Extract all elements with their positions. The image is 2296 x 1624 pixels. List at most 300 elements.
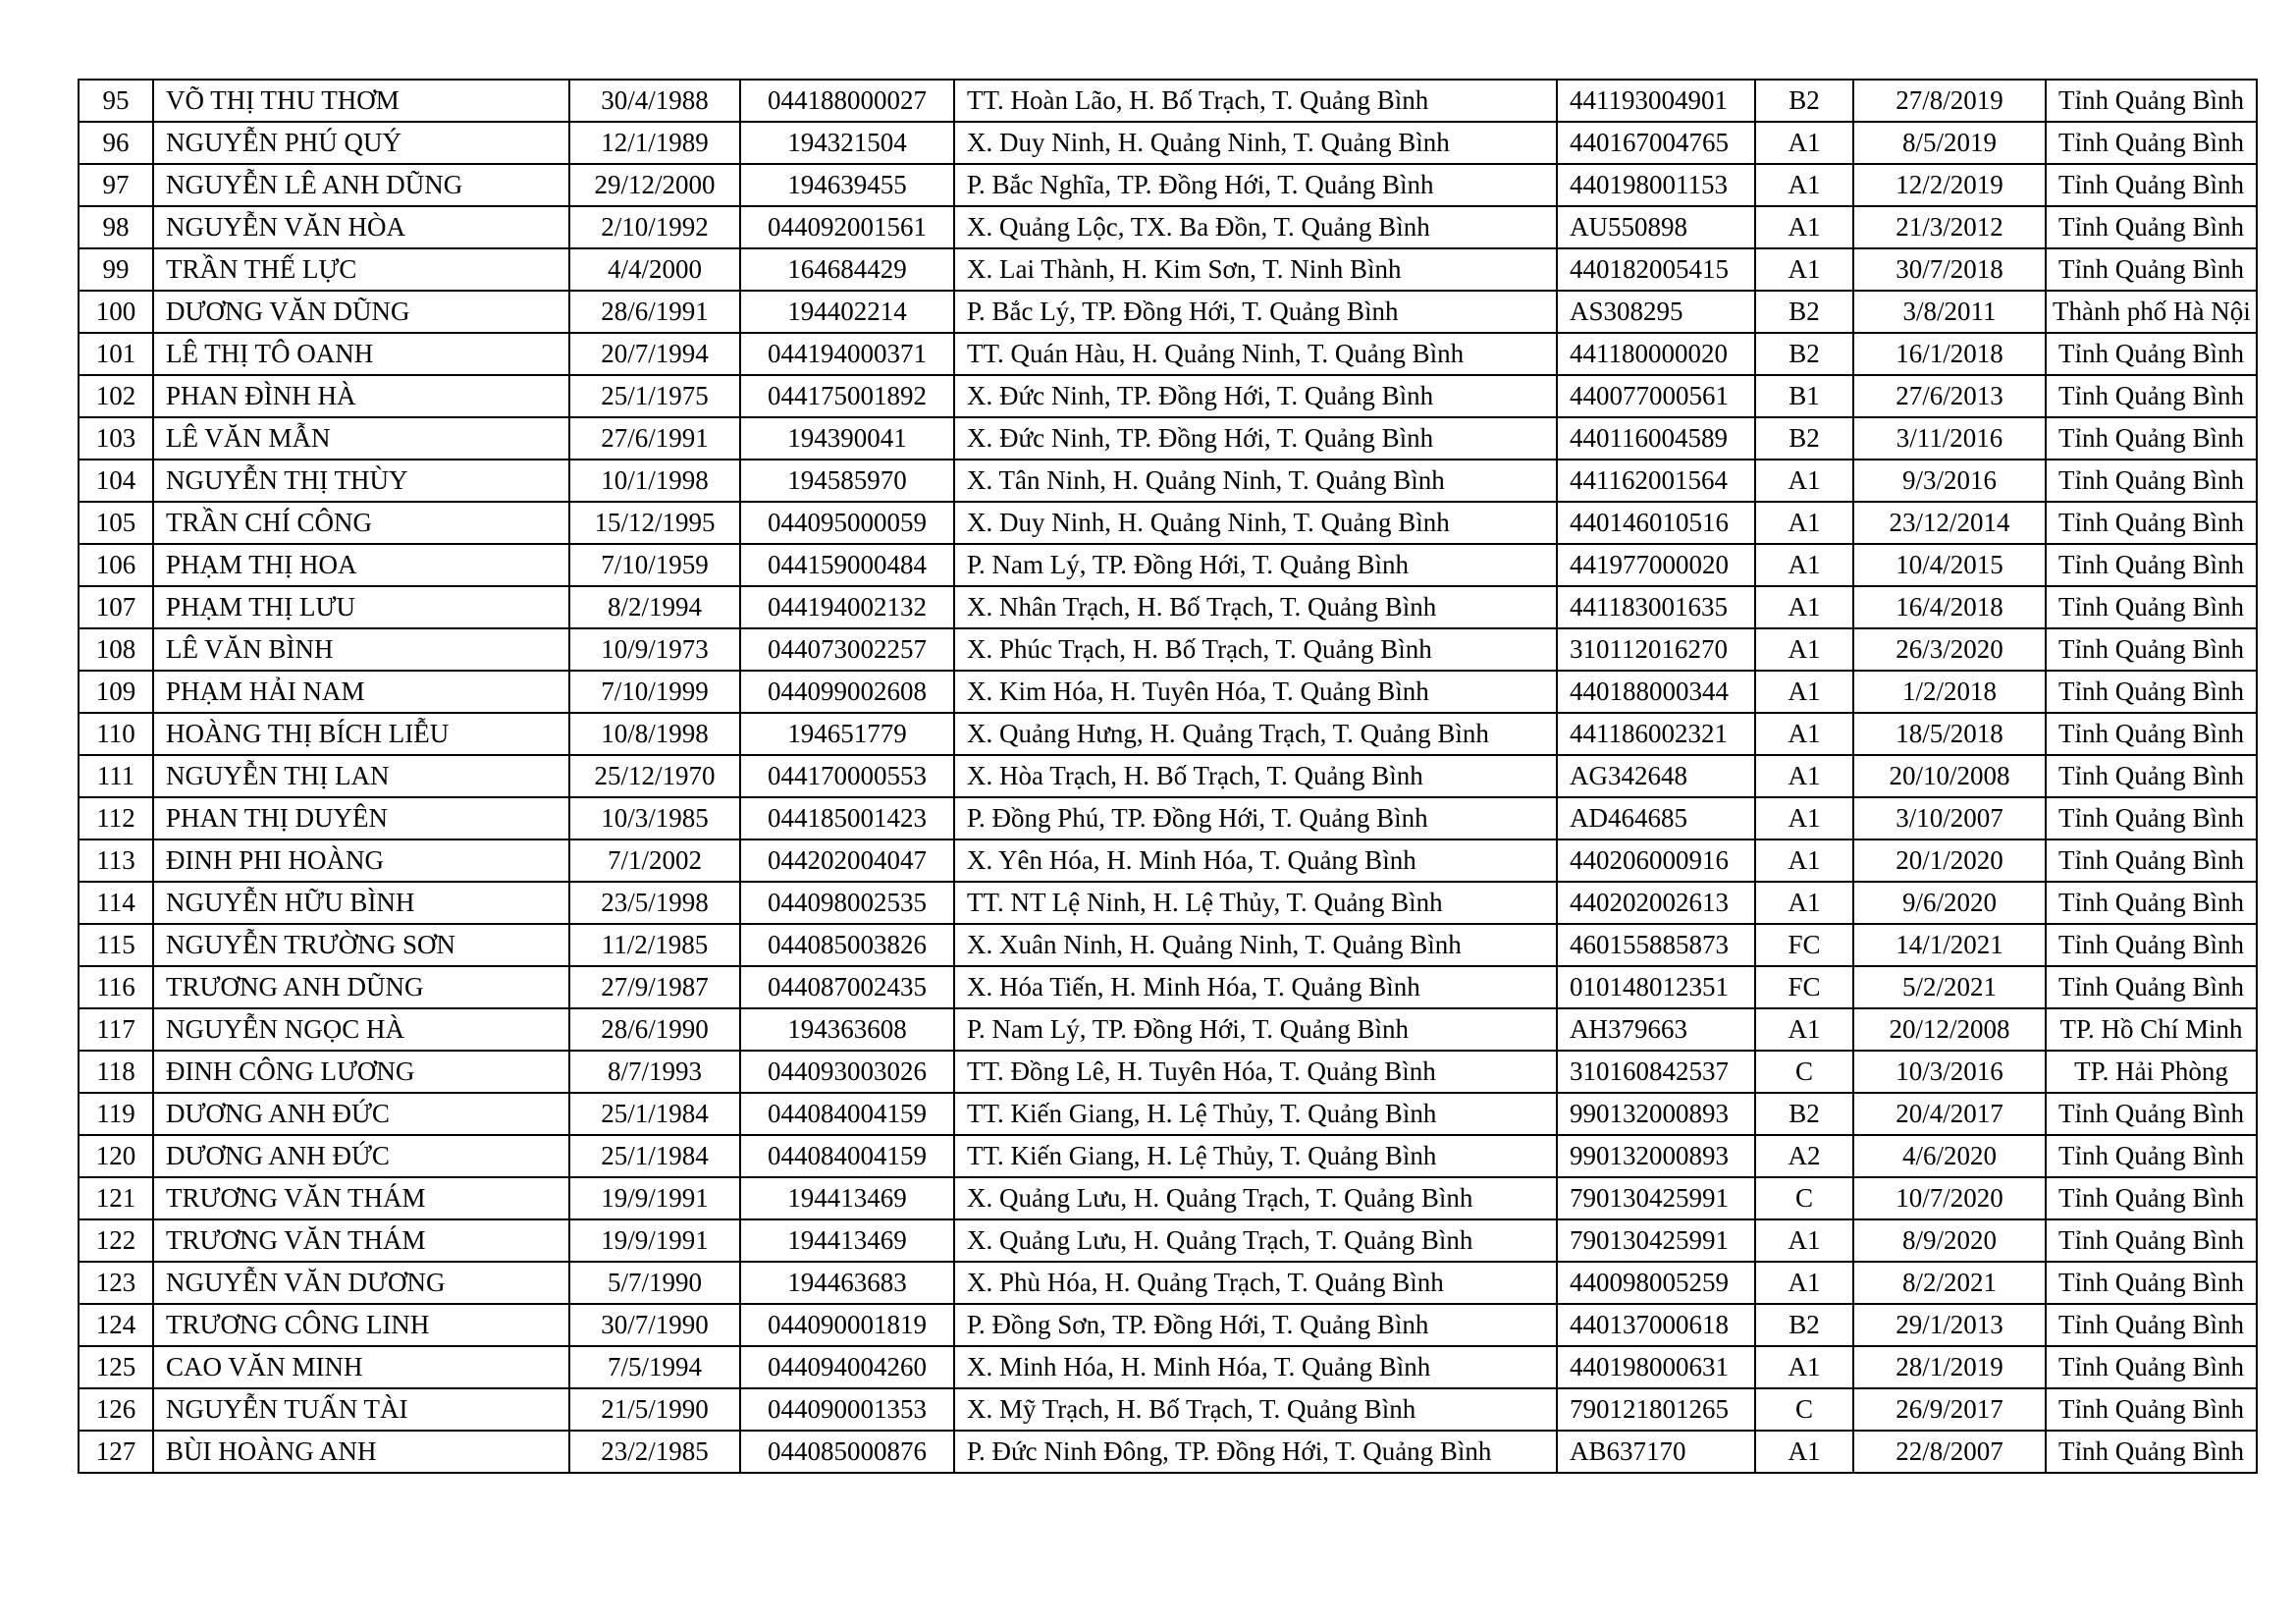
cell-issue-date: 1/2/2018 bbox=[1853, 671, 2046, 713]
cell-full-name: LÊ VĂN BÌNH bbox=[153, 628, 569, 671]
cell-id-number: 044085000876 bbox=[740, 1431, 954, 1473]
cell-id-number: 044093003026 bbox=[740, 1051, 954, 1093]
cell-birth-date: 27/6/1991 bbox=[569, 417, 740, 460]
cell-row-number: 120 bbox=[79, 1135, 153, 1177]
cell-full-name: DƯƠNG ANH ĐỨC bbox=[153, 1135, 569, 1177]
cell-row-number: 127 bbox=[79, 1431, 153, 1473]
cell-issue-date: 16/4/2018 bbox=[1853, 586, 2046, 628]
cell-id-number: 044098002535 bbox=[740, 882, 954, 924]
cell-row-number: 98 bbox=[79, 206, 153, 248]
cell-full-name: NGUYỄN VĂN DƯƠNG bbox=[153, 1262, 569, 1304]
cell-license-class: B2 bbox=[1755, 1304, 1853, 1346]
cell-license-number: 010148012351 bbox=[1557, 966, 1755, 1008]
cell-issuing-place: Tỉnh Quảng Bình bbox=[2046, 797, 2257, 839]
cell-id-number: 044099002608 bbox=[740, 671, 954, 713]
cell-issuing-place: Tỉnh Quảng Bình bbox=[2046, 628, 2257, 671]
cell-license-class: C bbox=[1755, 1177, 1853, 1219]
cell-full-name: PHẠM HẢI NAM bbox=[153, 671, 569, 713]
table-row bbox=[79, 122, 2257, 164]
cell-full-name: NGUYỄN TUẤN TÀI bbox=[153, 1388, 569, 1431]
cell-license-class: A1 bbox=[1755, 839, 1853, 882]
cell-issuing-place: Thành phố Hà Nội bbox=[2046, 291, 2257, 333]
cell-license-class: A1 bbox=[1755, 122, 1853, 164]
cell-id-number: 044194000371 bbox=[740, 333, 954, 375]
cell-address: P. Nam Lý, TP. Đồng Hới, T. Quảng Bình bbox=[954, 1008, 1557, 1051]
table-row bbox=[79, 1219, 2257, 1262]
cell-full-name: TRƯƠNG ANH DŨNG bbox=[153, 966, 569, 1008]
cell-issue-date: 14/1/2021 bbox=[1853, 924, 2046, 966]
cell-address: X. Hóa Tiến, H. Minh Hóa, T. Quảng Bình bbox=[954, 966, 1557, 1008]
cell-birth-date: 12/1/1989 bbox=[569, 122, 740, 164]
cell-license-number: 440188000344 bbox=[1557, 671, 1755, 713]
cell-full-name: LÊ THỊ TÔ OANH bbox=[153, 333, 569, 375]
table-row bbox=[79, 375, 2257, 417]
cell-birth-date: 19/9/1991 bbox=[569, 1219, 740, 1262]
cell-address: X. Tân Ninh, H. Quảng Ninh, T. Quảng Bình bbox=[954, 460, 1557, 502]
cell-license-class: A1 bbox=[1755, 502, 1853, 544]
cell-full-name: PHẠM THỊ HOA bbox=[153, 544, 569, 586]
cell-row-number: 112 bbox=[79, 797, 153, 839]
cell-issue-date: 20/4/2017 bbox=[1853, 1093, 2046, 1135]
cell-address: TT. Kiến Giang, H. Lệ Thủy, T. Quảng Bình bbox=[954, 1093, 1557, 1135]
cell-issue-date: 8/2/2021 bbox=[1853, 1262, 2046, 1304]
cell-issue-date: 3/8/2011 bbox=[1853, 291, 2046, 333]
license-table-body bbox=[79, 80, 2257, 1473]
cell-full-name: NGUYỄN LÊ ANH DŨNG bbox=[153, 164, 569, 206]
cell-id-number: 194390041 bbox=[740, 417, 954, 460]
cell-license-number: 440202002613 bbox=[1557, 882, 1755, 924]
cell-issuing-place: Tỉnh Quảng Bình bbox=[2046, 1431, 2257, 1473]
cell-license-class: FC bbox=[1755, 966, 1853, 1008]
cell-birth-date: 19/9/1991 bbox=[569, 1177, 740, 1219]
cell-license-class: A2 bbox=[1755, 1135, 1853, 1177]
cell-license-class: A1 bbox=[1755, 544, 1853, 586]
cell-row-number: 100 bbox=[79, 291, 153, 333]
cell-row-number: 123 bbox=[79, 1262, 153, 1304]
cell-full-name: TRƯƠNG VĂN THÁM bbox=[153, 1219, 569, 1262]
table-row bbox=[79, 1346, 2257, 1388]
cell-id-number: 044094004260 bbox=[740, 1346, 954, 1388]
cell-id-number: 044175001892 bbox=[740, 375, 954, 417]
cell-license-number: 441193004901 bbox=[1557, 80, 1755, 122]
cell-id-number: 194413469 bbox=[740, 1219, 954, 1262]
cell-full-name: HOÀNG THỊ BÍCH LIỄU bbox=[153, 713, 569, 755]
cell-full-name: LÊ VĂN MẪN bbox=[153, 417, 569, 460]
table-row bbox=[79, 966, 2257, 1008]
table-row bbox=[79, 460, 2257, 502]
table-row bbox=[79, 839, 2257, 882]
cell-id-number: 044090001353 bbox=[740, 1388, 954, 1431]
table-row bbox=[79, 713, 2257, 755]
cell-address: X. Quảng Lộc, TX. Ba Đồn, T. Quảng Bình bbox=[954, 206, 1557, 248]
cell-issuing-place: TP. Hồ Chí Minh bbox=[2046, 1008, 2257, 1051]
cell-issuing-place: Tỉnh Quảng Bình bbox=[2046, 839, 2257, 882]
table-row bbox=[79, 417, 2257, 460]
table-row bbox=[79, 544, 2257, 586]
cell-license-class: A1 bbox=[1755, 586, 1853, 628]
cell-issue-date: 5/2/2021 bbox=[1853, 966, 2046, 1008]
cell-address: TT. Đồng Lê, H. Tuyên Hóa, T. Quảng Bình bbox=[954, 1051, 1557, 1093]
cell-license-number: AU550898 bbox=[1557, 206, 1755, 248]
cell-issuing-place: Tỉnh Quảng Bình bbox=[2046, 924, 2257, 966]
cell-full-name: NGUYỄN VĂN HÒA bbox=[153, 206, 569, 248]
cell-birth-date: 7/10/1999 bbox=[569, 671, 740, 713]
cell-row-number: 113 bbox=[79, 839, 153, 882]
cell-row-number: 122 bbox=[79, 1219, 153, 1262]
table-row bbox=[79, 1135, 2257, 1177]
cell-row-number: 110 bbox=[79, 713, 153, 755]
cell-id-number: 044095000059 bbox=[740, 502, 954, 544]
cell-full-name: NGUYỄN THỊ LAN bbox=[153, 755, 569, 797]
cell-id-number: 044194002132 bbox=[740, 586, 954, 628]
cell-issue-date: 4/6/2020 bbox=[1853, 1135, 2046, 1177]
cell-id-number: 044159000484 bbox=[740, 544, 954, 586]
cell-id-number: 044185001423 bbox=[740, 797, 954, 839]
cell-address: TT. Quán Hàu, H. Quảng Ninh, T. Quảng Bình bbox=[954, 333, 1557, 375]
cell-address: X. Duy Ninh, H. Quảng Ninh, T. Quảng Bình bbox=[954, 122, 1557, 164]
cell-address: X. Minh Hóa, H. Minh Hóa, T. Quảng Bình bbox=[954, 1346, 1557, 1388]
cell-address: P. Bắc Nghĩa, TP. Đồng Hới, T. Quảng Bình bbox=[954, 164, 1557, 206]
cell-birth-date: 28/6/1990 bbox=[569, 1008, 740, 1051]
cell-id-number: 194639455 bbox=[740, 164, 954, 206]
cell-address: X. Yên Hóa, H. Minh Hóa, T. Quảng Bình bbox=[954, 839, 1557, 882]
cell-birth-date: 7/5/1994 bbox=[569, 1346, 740, 1388]
cell-row-number: 114 bbox=[79, 882, 153, 924]
cell-license-class: A1 bbox=[1755, 164, 1853, 206]
cell-full-name: NGUYỄN TRƯỜNG SƠN bbox=[153, 924, 569, 966]
cell-issuing-place: Tỉnh Quảng Bình bbox=[2046, 333, 2257, 375]
cell-issue-date: 10/7/2020 bbox=[1853, 1177, 2046, 1219]
cell-address: X. Quảng Lưu, H. Quảng Trạch, T. Quảng Bình bbox=[954, 1219, 1557, 1262]
cell-address: TT. NT Lệ Ninh, H. Lệ Thủy, T. Quảng Bình bbox=[954, 882, 1557, 924]
cell-id-number: 044170000553 bbox=[740, 755, 954, 797]
cell-address: X. Lai Thành, H. Kim Sơn, T. Ninh Bình bbox=[954, 248, 1557, 291]
cell-issue-date: 16/1/2018 bbox=[1853, 333, 2046, 375]
cell-full-name: VÕ THỊ THU THƠM bbox=[153, 80, 569, 122]
table-row bbox=[79, 333, 2257, 375]
table-row bbox=[79, 882, 2257, 924]
cell-issue-date: 3/11/2016 bbox=[1853, 417, 2046, 460]
cell-row-number: 108 bbox=[79, 628, 153, 671]
cell-birth-date: 8/7/1993 bbox=[569, 1051, 740, 1093]
cell-issue-date: 9/6/2020 bbox=[1853, 882, 2046, 924]
cell-license-number: 790130425991 bbox=[1557, 1219, 1755, 1262]
cell-issue-date: 12/2/2019 bbox=[1853, 164, 2046, 206]
cell-issuing-place: Tỉnh Quảng Bình bbox=[2046, 122, 2257, 164]
cell-license-number: AG342648 bbox=[1557, 755, 1755, 797]
cell-address: TT. Kiến Giang, H. Lệ Thủy, T. Quảng Bình bbox=[954, 1135, 1557, 1177]
cell-address: P. Đức Ninh Đông, TP. Đồng Hới, T. Quảng Bình bbox=[954, 1431, 1557, 1473]
cell-issue-date: 29/1/2013 bbox=[1853, 1304, 2046, 1346]
cell-id-number: 044084004159 bbox=[740, 1093, 954, 1135]
cell-address: X. Mỹ Trạch, H. Bố Trạch, T. Quảng Bình bbox=[954, 1388, 1557, 1431]
cell-row-number: 97 bbox=[79, 164, 153, 206]
cell-issuing-place: Tỉnh Quảng Bình bbox=[2046, 1177, 2257, 1219]
cell-issuing-place: Tỉnh Quảng Bình bbox=[2046, 248, 2257, 291]
cell-full-name: TRẦN THẾ LỰC bbox=[153, 248, 569, 291]
cell-issuing-place: Tỉnh Quảng Bình bbox=[2046, 1135, 2257, 1177]
cell-row-number: 104 bbox=[79, 460, 153, 502]
cell-license-class: A1 bbox=[1755, 1262, 1853, 1304]
table-row bbox=[79, 80, 2257, 122]
cell-id-number: 194321504 bbox=[740, 122, 954, 164]
cell-address: X. Xuân Ninh, H. Quảng Ninh, T. Quảng Bình bbox=[954, 924, 1557, 966]
cell-row-number: 106 bbox=[79, 544, 153, 586]
cell-issuing-place: TP. Hải Phòng bbox=[2046, 1051, 2257, 1093]
cell-id-number: 194402214 bbox=[740, 291, 954, 333]
cell-license-class: C bbox=[1755, 1388, 1853, 1431]
cell-issue-date: 9/3/2016 bbox=[1853, 460, 2046, 502]
cell-id-number: 044092001561 bbox=[740, 206, 954, 248]
cell-issuing-place: Tỉnh Quảng Bình bbox=[2046, 1346, 2257, 1388]
cell-full-name: PHAN THỊ DUYÊN bbox=[153, 797, 569, 839]
table-row bbox=[79, 248, 2257, 291]
cell-birth-date: 30/4/1988 bbox=[569, 80, 740, 122]
cell-full-name: DƯƠNG ANH ĐỨC bbox=[153, 1093, 569, 1135]
cell-full-name: TRẦN CHÍ CÔNG bbox=[153, 502, 569, 544]
cell-issue-date: 26/9/2017 bbox=[1853, 1388, 2046, 1431]
cell-birth-date: 15/12/1995 bbox=[569, 502, 740, 544]
cell-full-name: ĐINH CÔNG LƯƠNG bbox=[153, 1051, 569, 1093]
cell-issue-date: 10/4/2015 bbox=[1853, 544, 2046, 586]
table-row bbox=[79, 755, 2257, 797]
cell-full-name: CAO VĂN MINH bbox=[153, 1346, 569, 1388]
cell-full-name: NGUYỄN HỮU BÌNH bbox=[153, 882, 569, 924]
cell-address: P. Đồng Phú, TP. Đồng Hới, T. Quảng Bình bbox=[954, 797, 1557, 839]
table-row bbox=[79, 1262, 2257, 1304]
cell-issuing-place: Tỉnh Quảng Bình bbox=[2046, 586, 2257, 628]
cell-license-class: B2 bbox=[1755, 291, 1853, 333]
cell-row-number: 103 bbox=[79, 417, 153, 460]
cell-full-name: NGUYỄN PHÚ QUÝ bbox=[153, 122, 569, 164]
cell-birth-date: 25/12/1970 bbox=[569, 755, 740, 797]
cell-birth-date: 28/6/1991 bbox=[569, 291, 740, 333]
cell-row-number: 109 bbox=[79, 671, 153, 713]
cell-license-class: A1 bbox=[1755, 628, 1853, 671]
cell-address: X. Quảng Hưng, H. Quảng Trạch, T. Quảng Bình bbox=[954, 713, 1557, 755]
cell-birth-date: 10/3/1985 bbox=[569, 797, 740, 839]
cell-license-number: 990132000893 bbox=[1557, 1135, 1755, 1177]
cell-issue-date: 3/10/2007 bbox=[1853, 797, 2046, 839]
table-row bbox=[79, 291, 2257, 333]
table-row bbox=[79, 1431, 2257, 1473]
cell-birth-date: 27/9/1987 bbox=[569, 966, 740, 1008]
table-row bbox=[79, 797, 2257, 839]
cell-license-number: 441162001564 bbox=[1557, 460, 1755, 502]
cell-row-number: 111 bbox=[79, 755, 153, 797]
cell-license-number: 990132000893 bbox=[1557, 1093, 1755, 1135]
cell-license-class: B1 bbox=[1755, 375, 1853, 417]
cell-license-number: 441977000020 bbox=[1557, 544, 1755, 586]
cell-license-class: A1 bbox=[1755, 1431, 1853, 1473]
cell-license-class: A1 bbox=[1755, 206, 1853, 248]
cell-issuing-place: Tỉnh Quảng Bình bbox=[2046, 460, 2257, 502]
cell-issue-date: 27/8/2019 bbox=[1853, 80, 2046, 122]
cell-birth-date: 2/10/1992 bbox=[569, 206, 740, 248]
cell-birth-date: 4/4/2000 bbox=[569, 248, 740, 291]
cell-issuing-place: Tỉnh Quảng Bình bbox=[2046, 671, 2257, 713]
cell-full-name: PHẠM THỊ LƯU bbox=[153, 586, 569, 628]
cell-row-number: 96 bbox=[79, 122, 153, 164]
cell-issue-date: 26/3/2020 bbox=[1853, 628, 2046, 671]
cell-row-number: 117 bbox=[79, 1008, 153, 1051]
cell-row-number: 99 bbox=[79, 248, 153, 291]
cell-address: X. Kim Hóa, H. Tuyên Hóa, T. Quảng Bình bbox=[954, 671, 1557, 713]
cell-issuing-place: Tỉnh Quảng Bình bbox=[2046, 1388, 2257, 1431]
cell-full-name: DƯƠNG VĂN DŨNG bbox=[153, 291, 569, 333]
cell-license-number: 441180000020 bbox=[1557, 333, 1755, 375]
cell-issuing-place: Tỉnh Quảng Bình bbox=[2046, 206, 2257, 248]
cell-issuing-place: Tỉnh Quảng Bình bbox=[2046, 375, 2257, 417]
table-row bbox=[79, 502, 2257, 544]
cell-issue-date: 10/3/2016 bbox=[1853, 1051, 2046, 1093]
cell-issue-date: 20/10/2008 bbox=[1853, 755, 2046, 797]
cell-license-class: A1 bbox=[1755, 1008, 1853, 1051]
cell-row-number: 118 bbox=[79, 1051, 153, 1093]
cell-row-number: 121 bbox=[79, 1177, 153, 1219]
cell-id-number: 044188000027 bbox=[740, 80, 954, 122]
cell-license-number: 441186002321 bbox=[1557, 713, 1755, 755]
cell-issuing-place: Tỉnh Quảng Bình bbox=[2046, 1304, 2257, 1346]
cell-id-number: 044085003826 bbox=[740, 924, 954, 966]
cell-license-number: 310160842537 bbox=[1557, 1051, 1755, 1093]
cell-license-number: 440137000618 bbox=[1557, 1304, 1755, 1346]
cell-issue-date: 28/1/2019 bbox=[1853, 1346, 2046, 1388]
cell-full-name: TRƯƠNG CÔNG LINH bbox=[153, 1304, 569, 1346]
cell-license-number: 440167004765 bbox=[1557, 122, 1755, 164]
cell-license-class: B2 bbox=[1755, 417, 1853, 460]
cell-row-number: 119 bbox=[79, 1093, 153, 1135]
cell-birth-date: 7/1/2002 bbox=[569, 839, 740, 882]
cell-id-number: 194463683 bbox=[740, 1262, 954, 1304]
cell-issuing-place: Tỉnh Quảng Bình bbox=[2046, 1093, 2257, 1135]
cell-row-number: 101 bbox=[79, 333, 153, 375]
cell-address: X. Phúc Trạch, H. Bố Trạch, T. Quảng Bình bbox=[954, 628, 1557, 671]
cell-row-number: 107 bbox=[79, 586, 153, 628]
cell-issuing-place: Tỉnh Quảng Bình bbox=[2046, 80, 2257, 122]
cell-issue-date: 20/1/2020 bbox=[1853, 839, 2046, 882]
cell-id-number: 194585970 bbox=[740, 460, 954, 502]
cell-birth-date: 10/1/1998 bbox=[569, 460, 740, 502]
table-row bbox=[79, 1388, 2257, 1431]
cell-birth-date: 8/2/1994 bbox=[569, 586, 740, 628]
cell-address: X. Nhân Trạch, H. Bố Trạch, T. Quảng Bình bbox=[954, 586, 1557, 628]
cell-issue-date: 18/5/2018 bbox=[1853, 713, 2046, 755]
cell-license-class: A1 bbox=[1755, 882, 1853, 924]
cell-issuing-place: Tỉnh Quảng Bình bbox=[2046, 966, 2257, 1008]
cell-license-class: A1 bbox=[1755, 713, 1853, 755]
cell-row-number: 125 bbox=[79, 1346, 153, 1388]
cell-birth-date: 21/5/1990 bbox=[569, 1388, 740, 1431]
cell-id-number: 194363608 bbox=[740, 1008, 954, 1051]
cell-license-number: AD464685 bbox=[1557, 797, 1755, 839]
cell-issue-date: 22/8/2007 bbox=[1853, 1431, 2046, 1473]
cell-address: P. Nam Lý, TP. Đồng Hới, T. Quảng Bình bbox=[954, 544, 1557, 586]
table-row bbox=[79, 586, 2257, 628]
cell-issuing-place: Tỉnh Quảng Bình bbox=[2046, 544, 2257, 586]
cell-issue-date: 8/5/2019 bbox=[1853, 122, 2046, 164]
cell-address: X. Quảng Lưu, H. Quảng Trạch, T. Quảng Bình bbox=[954, 1177, 1557, 1219]
cell-issuing-place: Tỉnh Quảng Bình bbox=[2046, 164, 2257, 206]
cell-id-number: 044073002257 bbox=[740, 628, 954, 671]
cell-row-number: 126 bbox=[79, 1388, 153, 1431]
cell-issue-date: 20/12/2008 bbox=[1853, 1008, 2046, 1051]
cell-address: TT. Hoàn Lão, H. Bố Trạch, T. Quảng Bình bbox=[954, 80, 1557, 122]
cell-id-number: 194651779 bbox=[740, 713, 954, 755]
cell-id-number: 194413469 bbox=[740, 1177, 954, 1219]
cell-birth-date: 25/1/1975 bbox=[569, 375, 740, 417]
table-row bbox=[79, 206, 2257, 248]
cell-issuing-place: Tỉnh Quảng Bình bbox=[2046, 1219, 2257, 1262]
cell-row-number: 116 bbox=[79, 966, 153, 1008]
cell-license-number: 440146010516 bbox=[1557, 502, 1755, 544]
cell-license-class: A1 bbox=[1755, 248, 1853, 291]
table-row bbox=[79, 1304, 2257, 1346]
cell-id-number: 044090001819 bbox=[740, 1304, 954, 1346]
cell-issue-date: 23/12/2014 bbox=[1853, 502, 2046, 544]
table-row bbox=[79, 671, 2257, 713]
cell-full-name: NGUYỄN NGỌC HÀ bbox=[153, 1008, 569, 1051]
table-row bbox=[79, 628, 2257, 671]
cell-address: P. Đồng Sơn, TP. Đồng Hới, T. Quảng Bình bbox=[954, 1304, 1557, 1346]
table-row bbox=[79, 1093, 2257, 1135]
cell-license-number: 790130425991 bbox=[1557, 1177, 1755, 1219]
cell-issue-date: 21/3/2012 bbox=[1853, 206, 2046, 248]
cell-issue-date: 30/7/2018 bbox=[1853, 248, 2046, 291]
cell-row-number: 124 bbox=[79, 1304, 153, 1346]
cell-license-number: 790121801265 bbox=[1557, 1388, 1755, 1431]
cell-license-number: AS308295 bbox=[1557, 291, 1755, 333]
cell-license-class: B2 bbox=[1755, 80, 1853, 122]
cell-license-number: 440098005259 bbox=[1557, 1262, 1755, 1304]
cell-issue-date: 8/9/2020 bbox=[1853, 1219, 2046, 1262]
cell-license-class: A1 bbox=[1755, 1219, 1853, 1262]
table-row bbox=[79, 924, 2257, 966]
cell-license-number: 440198001153 bbox=[1557, 164, 1755, 206]
cell-license-number: 440182005415 bbox=[1557, 248, 1755, 291]
license-table bbox=[78, 79, 2258, 1474]
cell-license-number: 440198000631 bbox=[1557, 1346, 1755, 1388]
cell-birth-date: 29/12/2000 bbox=[569, 164, 740, 206]
cell-id-number: 044087002435 bbox=[740, 966, 954, 1008]
cell-issue-date: 27/6/2013 bbox=[1853, 375, 2046, 417]
cell-license-number: 441183001635 bbox=[1557, 586, 1755, 628]
cell-license-number: 440077000561 bbox=[1557, 375, 1755, 417]
cell-license-number: AH379663 bbox=[1557, 1008, 1755, 1051]
cell-birth-date: 23/2/1985 bbox=[569, 1431, 740, 1473]
cell-full-name: ĐINH PHI HOÀNG bbox=[153, 839, 569, 882]
cell-license-class: A1 bbox=[1755, 671, 1853, 713]
cell-license-number: 440116004589 bbox=[1557, 417, 1755, 460]
license-list-sheet bbox=[78, 79, 2256, 1474]
cell-birth-date: 11/2/1985 bbox=[569, 924, 740, 966]
cell-full-name: NGUYỄN THỊ THÙY bbox=[153, 460, 569, 502]
cell-license-number: 440206000916 bbox=[1557, 839, 1755, 882]
table-row bbox=[79, 1008, 2257, 1051]
cell-id-number: 044084004159 bbox=[740, 1135, 954, 1177]
cell-issuing-place: Tỉnh Quảng Bình bbox=[2046, 417, 2257, 460]
cell-license-number: 460155885873 bbox=[1557, 924, 1755, 966]
cell-birth-date: 10/9/1973 bbox=[569, 628, 740, 671]
cell-license-class: A1 bbox=[1755, 797, 1853, 839]
cell-license-class: A1 bbox=[1755, 460, 1853, 502]
table-row bbox=[79, 1177, 2257, 1219]
cell-address: X. Phù Hóa, H. Quảng Trạch, T. Quảng Bình bbox=[954, 1262, 1557, 1304]
cell-issuing-place: Tỉnh Quảng Bình bbox=[2046, 882, 2257, 924]
cell-birth-date: 30/7/1990 bbox=[569, 1304, 740, 1346]
cell-issuing-place: Tỉnh Quảng Bình bbox=[2046, 713, 2257, 755]
cell-full-name: PHAN ĐÌNH HÀ bbox=[153, 375, 569, 417]
